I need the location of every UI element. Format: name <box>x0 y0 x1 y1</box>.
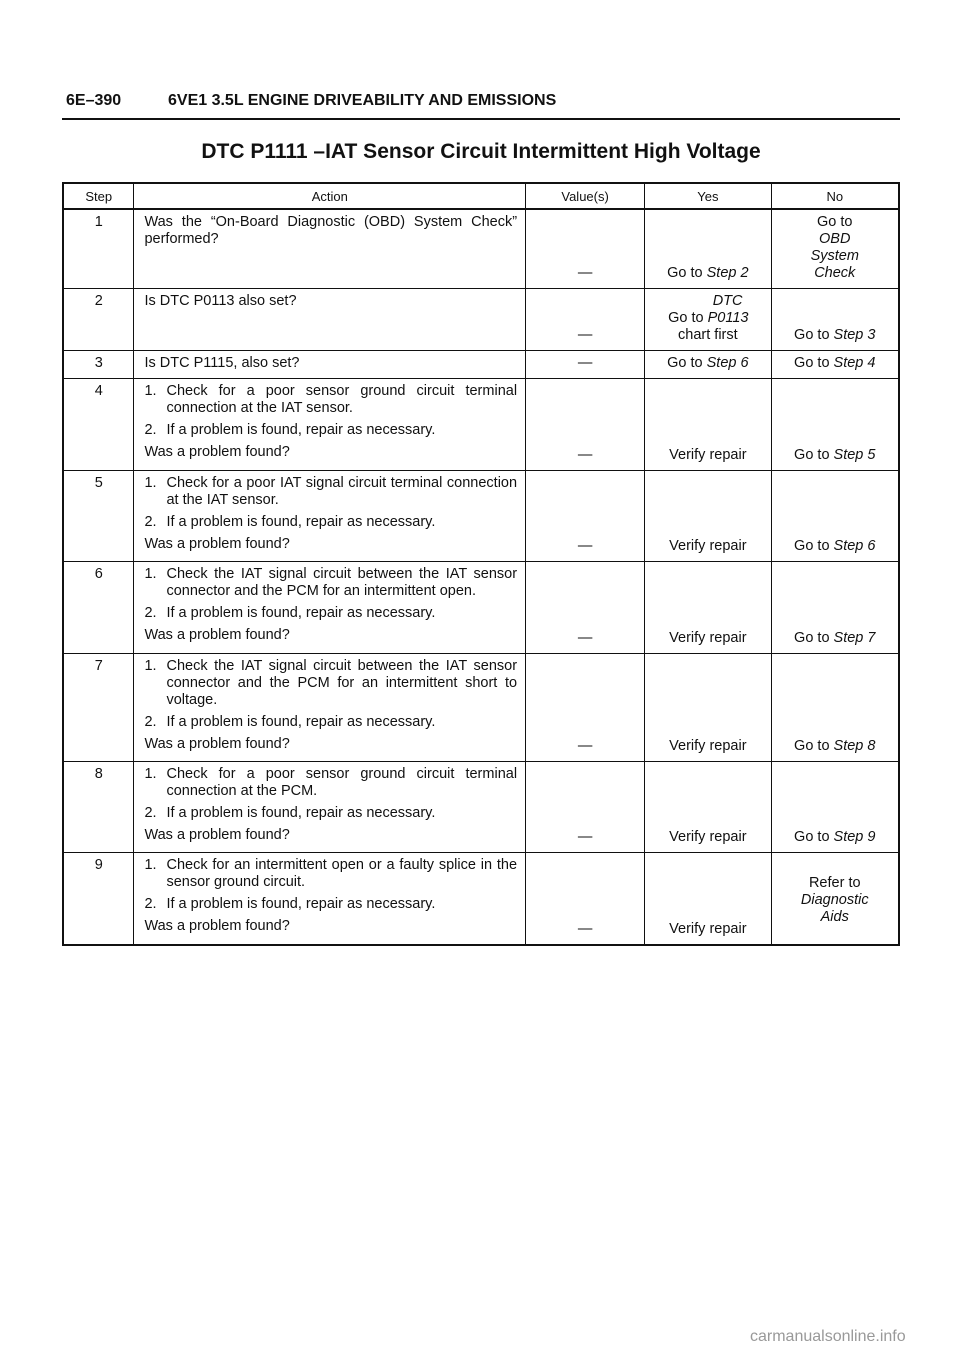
no-link[interactable]: Step 3 <box>833 327 876 343</box>
yes-cell <box>645 209 771 289</box>
no-prefix: Go to <box>794 355 834 371</box>
no-cell <box>771 351 899 379</box>
diagnostic-table <box>62 182 900 946</box>
table-header-row <box>63 183 899 209</box>
item-number: 1. <box>144 857 157 873</box>
yes-cell <box>645 289 771 351</box>
step-number: 1 <box>63 209 134 289</box>
action-item <box>144 605 517 622</box>
item-number: 1. <box>144 383 157 399</box>
item-number: 1. <box>144 658 157 674</box>
no-link[interactable]: Step 5 <box>833 447 876 463</box>
no-prefix: Refer to <box>808 874 861 891</box>
step-number: 3 <box>63 351 134 379</box>
no-link[interactable]: Step 7 <box>833 630 876 646</box>
step-number: 9 <box>63 853 134 945</box>
action-text: Is DTC P0113 also set? <box>134 289 526 351</box>
action-question: Was a problem found? <box>144 918 290 934</box>
no-cell <box>771 379 899 471</box>
action-text: Was the “On-Board Diagnostic (OBD) System Check” performed? <box>134 209 526 289</box>
page-number: 6E–390 <box>66 92 122 109</box>
no-link[interactable]: Step 8 <box>833 738 876 754</box>
column-header-step: Step <box>63 183 134 209</box>
no-link[interactable]: Step 6 <box>833 538 876 554</box>
yes-prefix: Go to <box>667 355 707 371</box>
no-prefix: Go to <box>794 538 834 554</box>
action-cell <box>134 562 526 654</box>
action-question: Was a problem found? <box>144 827 290 843</box>
action-item <box>144 514 517 531</box>
item-number: 1. <box>144 766 157 782</box>
no-cell <box>771 654 899 762</box>
table-row <box>63 289 899 351</box>
table-row <box>63 562 899 654</box>
no-prefix: Go to <box>794 327 834 343</box>
step-number: 8 <box>63 762 134 853</box>
yes-cell[interactable]: Verify repair <box>645 471 771 562</box>
action-item <box>144 383 517 417</box>
item-text: Check the IAT signal circuit between the IAT sensor connector and the PCM for an intermittent short to voltage. <box>166 658 518 708</box>
action-text: Is DTC P1115, also set? <box>134 351 526 379</box>
yes-link[interactable]: Step 2 <box>706 265 749 281</box>
yes-prefix: Go to <box>668 310 708 326</box>
no-prefix: Go to <box>794 630 834 646</box>
value-cell: — <box>526 289 645 351</box>
action-item <box>144 714 517 731</box>
table-row <box>63 853 899 945</box>
value-cell: — <box>526 209 645 289</box>
yes-link[interactable]: DTC P0113 <box>707 293 749 326</box>
no-link[interactable]: Step 9 <box>833 829 876 845</box>
no-cell <box>771 762 899 853</box>
item-text: If a problem is found, repair as necessary. <box>166 805 436 821</box>
value-cell: — <box>526 379 645 471</box>
yes-link[interactable]: Step 6 <box>706 355 749 371</box>
item-number: 2. <box>144 605 157 621</box>
step-number: 7 <box>63 654 134 762</box>
no-cell <box>771 471 899 562</box>
column-header-no: No <box>771 183 899 209</box>
item-number: 2. <box>144 422 157 438</box>
value-cell: — <box>526 562 645 654</box>
document-title: DTC P1111 –IAT Sensor Circuit Intermittent High Voltage <box>201 140 761 163</box>
action-cell <box>134 654 526 762</box>
yes-cell[interactable]: Verify repair <box>645 762 771 853</box>
no-prefix: Go to <box>794 738 834 754</box>
value-cell: — <box>526 471 645 562</box>
action-item <box>144 566 517 600</box>
no-link[interactable]: OBD System Check <box>810 231 859 281</box>
item-number: 1. <box>144 475 157 491</box>
item-number: 2. <box>144 805 157 821</box>
table-row <box>63 209 899 289</box>
value-cell: — <box>526 351 645 379</box>
action-item <box>144 422 517 439</box>
page-header <box>62 90 900 120</box>
yes-cell[interactable]: Verify repair <box>645 379 771 471</box>
table-row <box>63 654 899 762</box>
no-prefix: Go to <box>794 447 834 463</box>
step-number: 5 <box>63 471 134 562</box>
item-number: 1. <box>144 566 157 582</box>
yes-cell[interactable]: Verify repair <box>645 654 771 762</box>
no-prefix: Go to <box>794 829 834 845</box>
item-text: If a problem is found, repair as necessary. <box>166 605 436 621</box>
item-text: If a problem is found, repair as necessary. <box>166 896 436 912</box>
action-item <box>144 896 517 913</box>
yes-cell[interactable]: Verify repair <box>645 562 771 654</box>
value-cell: — <box>526 762 645 853</box>
yes-prefix: Go to <box>667 265 707 281</box>
table-row <box>63 379 899 471</box>
step-number: 4 <box>63 379 134 471</box>
yes-cell[interactable]: Verify repair <box>645 853 771 945</box>
item-text: Check for a poor sensor ground circuit terminal connection at the PCM. <box>166 766 518 799</box>
no-cell <box>771 853 899 945</box>
action-question: Was a problem found? <box>144 536 290 552</box>
action-item <box>144 475 517 509</box>
action-cell <box>134 471 526 562</box>
item-text: Check for a poor IAT signal circuit terminal connection at the IAT sensor. <box>166 475 518 508</box>
no-cell <box>771 209 899 289</box>
action-cell <box>134 762 526 853</box>
column-header-yes: Yes <box>645 183 771 209</box>
no-cell <box>771 562 899 654</box>
no-cell <box>771 289 899 351</box>
table-row <box>63 762 899 853</box>
item-text: Check for a poor sensor ground circuit terminal connection at the IAT sensor. <box>166 383 518 416</box>
action-cell <box>134 379 526 471</box>
no-link[interactable]: Step 4 <box>833 355 876 371</box>
item-text: If a problem is found, repair as necessary. <box>166 422 436 438</box>
action-item <box>144 658 517 709</box>
item-text: If a problem is found, repair as necessary. <box>166 714 436 730</box>
value-cell: — <box>526 853 645 945</box>
no-prefix: Go to <box>817 214 853 230</box>
column-header-action: Action <box>134 183 526 209</box>
action-item <box>144 857 517 891</box>
item-text: Check the IAT signal circuit between the IAT sensor connector and the PCM for an intermittent open. <box>166 566 518 599</box>
section-title: 6VE1 3.5L ENGINE DRIVEABILITY AND EMISSIONS <box>168 92 557 109</box>
action-item <box>144 766 517 800</box>
column-header-values: Value(s) <box>526 183 645 209</box>
action-item <box>144 805 517 822</box>
item-text: Check for an intermittent open or a faulty splice in the sensor ground circuit. <box>166 857 518 890</box>
yes-suffix: chart first <box>678 327 738 343</box>
step-number: 6 <box>63 562 134 654</box>
no-link[interactable]: Diagnostic Aids <box>800 891 869 925</box>
item-number: 2. <box>144 514 157 530</box>
footer-watermark: carmanualsonline.info <box>750 1328 906 1345</box>
table-row <box>63 471 899 562</box>
yes-cell <box>645 351 771 379</box>
item-number: 2. <box>144 896 157 912</box>
item-text: If a problem is found, repair as necessary. <box>166 514 436 530</box>
action-question: Was a problem found? <box>144 627 290 643</box>
action-question: Was a problem found? <box>144 444 290 460</box>
action-question: Was a problem found? <box>144 736 290 752</box>
table-row <box>63 351 899 379</box>
value-cell: — <box>526 654 645 762</box>
item-number: 2. <box>144 714 157 730</box>
step-number: 2 <box>63 289 134 351</box>
action-cell <box>134 853 526 945</box>
